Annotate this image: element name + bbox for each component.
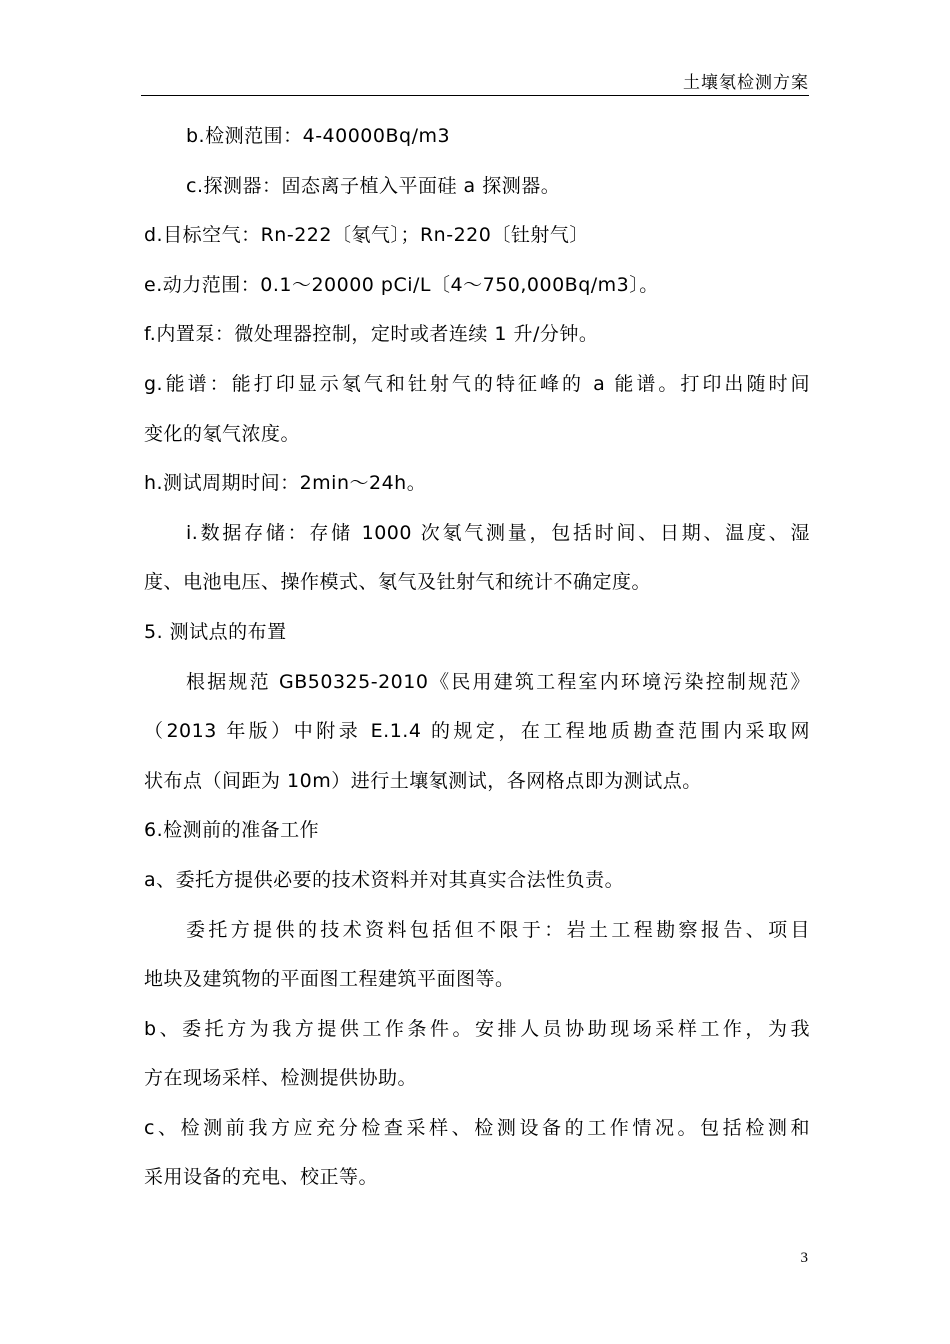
- text-line: 方在现场采样、检测提供协助。: [144, 1067, 418, 1090]
- text-line: 度、电池电压、操作模式、氡气及钍射气和统计不确定度。: [144, 571, 652, 594]
- text-line: d.目标空气：Rn-222〔氡气〕；Rn-220〔钍射气〕: [144, 224, 589, 247]
- text-line: e.动力范围：0.1～20000 pCi/L〔4～750,000Bq/m3〕。: [144, 273, 659, 296]
- section-heading: 6.检测前的准备工作: [144, 819, 320, 842]
- text-line: c.探测器：固态离子植入平面硅 a 探测器。: [186, 174, 561, 197]
- document-body: [144, 112, 810, 1203]
- header-divider: [141, 95, 809, 96]
- text-line: （2013 年版）中附录 E.1.4 的规定，在工程地质勘查范围内采取网: [144, 720, 810, 743]
- page-number: 3: [800, 1250, 808, 1266]
- text-line: f.内置泵：微处理器控制，定时或者连续 1 升/分钟。: [144, 323, 599, 346]
- page-header-title: 土壤氡检测方案: [683, 73, 809, 93]
- text-line: b.检测范围：4-40000Bq/m3: [186, 125, 451, 147]
- text-line: b、委托方为我方提供工作条件。安排人员协助现场采样工作，为我: [144, 1017, 810, 1040]
- text-line: 地块及建筑物的平面图工程建筑平面图等。: [144, 968, 515, 991]
- text-line: 采用设备的充电、校正等。: [144, 1166, 379, 1189]
- text-line: 变化的氡气浓度。: [144, 422, 301, 445]
- text-line: 委托方提供的技术资料包括但不限于：岩土工程勘察报告、项目: [186, 918, 810, 941]
- text-line: 状布点（间距为 10m）进行土壤氡测试，各网格点即为测试点。: [144, 769, 702, 792]
- text-line: c、检测前我方应充分检查采样、检测设备的工作情况。包括检测和: [144, 1116, 810, 1139]
- text-line: a、委托方提供必要的技术资料并对其真实合法性负责。: [144, 868, 625, 891]
- text-line: i.数据存储：存储 1000 次氡气测量，包括时间、日期、温度、湿: [186, 521, 810, 544]
- text-line: g.能谱：能打印显示氡气和钍射气的特征峰的 a 能谱。打印出随时间: [144, 372, 810, 395]
- text-line: 根据规范 GB50325-2010《民用建筑工程室内环境污染控制规范》: [186, 670, 810, 693]
- text-line: h.测试周期时间：2min～24h。: [144, 472, 427, 495]
- section-heading: 5. 测试点的布置: [144, 620, 287, 643]
